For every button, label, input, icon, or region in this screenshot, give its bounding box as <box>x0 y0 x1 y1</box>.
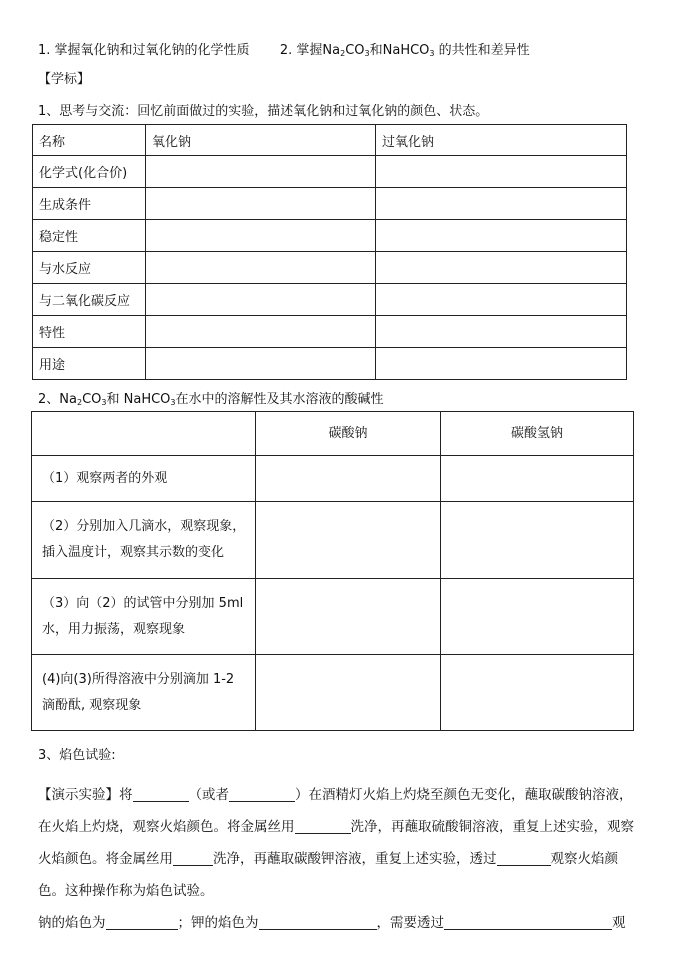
header-nahco3: 碳酸氢钠 <box>441 412 634 456</box>
answer-cell[interactable] <box>146 348 376 380</box>
row-label: 特性 <box>33 316 146 348</box>
fill-blank[interactable] <box>497 851 551 866</box>
answer-cell[interactable] <box>376 348 627 380</box>
table-row <box>33 348 627 380</box>
objective-2-text-b: 的共性和差异性 <box>438 43 530 58</box>
q3-line-5 <box>38 911 626 931</box>
answer-cell[interactable] <box>256 579 441 655</box>
answer-cell[interactable] <box>376 188 627 220</box>
step-label-line: （2）分别加入几滴水，观察现象， <box>42 519 246 534</box>
table-row <box>33 156 627 188</box>
header-name: 名称 <box>33 125 146 156</box>
fill-blank[interactable] <box>295 819 351 834</box>
answer-cell[interactable] <box>146 284 376 316</box>
header-na2o2: 过氧化钠 <box>376 125 627 156</box>
fill-blank[interactable] <box>444 915 612 930</box>
objective-1-number: 1. <box>38 43 51 58</box>
answer-cell[interactable] <box>256 655 441 731</box>
row-label: 稳定性 <box>33 220 146 252</box>
answer-cell[interactable] <box>376 156 627 188</box>
table-row <box>33 220 627 252</box>
formula-na2co3: $Na_2CO_3$ <box>322 43 370 58</box>
row-label: 与水反应 <box>33 252 146 284</box>
q3-line-1 <box>38 783 633 803</box>
table-header-row <box>32 412 634 456</box>
table-row <box>33 316 627 348</box>
q3-text: 钠的焰色为 <box>38 915 106 931</box>
q3-text: 观 <box>612 915 626 931</box>
q3-text: 将 <box>119 787 133 803</box>
answer-cell[interactable] <box>146 252 376 284</box>
demo-tag: 【演示实验】 <box>38 787 119 803</box>
row-label: 用途 <box>33 348 146 380</box>
q3-text: 色。这种操作称为焰色试验。 <box>38 883 214 899</box>
step-label-line: 插入温度计，观察其示数的变化 <box>42 545 225 560</box>
step-label-line: 水，用力振荡，观察现象 <box>42 621 186 637</box>
q2-suffix: 在水中的溶解性及其水溶液的酸碱性 <box>175 392 384 407</box>
objectives-line <box>38 39 530 58</box>
q3-line-4 <box>38 879 214 899</box>
step-label <box>32 579 256 655</box>
step-label <box>32 456 256 502</box>
formula-na2co3: $Na_2CO_3$ <box>59 392 107 407</box>
header-blank <box>32 412 256 456</box>
table-row <box>32 579 634 655</box>
answer-cell[interactable] <box>376 284 627 316</box>
table-row <box>32 502 634 579</box>
q2-prefix: 2、 <box>38 392 60 407</box>
row-label: 化学式(化合价) <box>33 156 146 188</box>
answer-cell[interactable] <box>441 502 634 579</box>
q3-text: 观察火焰颜 <box>550 851 618 867</box>
step-label <box>32 655 256 731</box>
answer-cell[interactable] <box>376 252 627 284</box>
row-label: 与二氧化碳反应 <box>33 284 146 316</box>
table-header-row <box>33 125 627 156</box>
answer-cell[interactable] <box>376 316 627 348</box>
row-label: 生成条件 <box>33 188 146 220</box>
step-label <box>32 502 256 579</box>
fill-blank[interactable] <box>173 851 213 866</box>
q3-line-3 <box>38 847 618 867</box>
q3-text: 在火焰上灼烧，观察火焰颜色。将金属丝用 <box>38 819 295 835</box>
answer-cell[interactable] <box>146 316 376 348</box>
header-na2o: 氧化钠 <box>146 125 376 156</box>
table-row <box>33 252 627 284</box>
q3-text: ）在酒精灯火焰上灼烧至颜色无变化，蘸取碳酸钠溶液， <box>295 787 633 803</box>
oxide-comparison-table <box>32 124 627 380</box>
q2-prompt <box>38 388 384 407</box>
section-label: 【学标】 <box>38 72 91 87</box>
q3-text: 洗净，再蘸取硫酸铜溶液，重复上述实验，观察 <box>350 819 634 835</box>
q3-text: ，需要透过 <box>376 915 444 931</box>
answer-cell[interactable] <box>256 502 441 579</box>
fill-blank[interactable] <box>259 915 377 930</box>
answer-cell[interactable] <box>441 579 634 655</box>
table-row <box>32 456 634 502</box>
q1-prompt: 1、思考与交流：回忆前面做过的实验，描述氧化钠和过氧化钠的颜色、状态。 <box>38 104 489 119</box>
objective-2-and: 和 <box>369 43 383 58</box>
q2-mid: 和 <box>106 392 120 407</box>
answer-cell[interactable] <box>146 188 376 220</box>
step-label-line: 滴酚酞, 观察现象 <box>42 697 142 713</box>
answer-cell[interactable] <box>376 220 627 252</box>
step-label-line: (4)向(3)所得溶液中分别滴加 1-2 <box>42 671 235 687</box>
header-na2co3: 碳酸钠 <box>256 412 441 456</box>
answer-cell[interactable] <box>146 156 376 188</box>
objective-2-number: 2. <box>279 43 293 58</box>
formula-nahco3: NaHCO$_3$ <box>382 43 435 58</box>
carbonate-comparison-table <box>31 411 634 731</box>
objective-1-text: 掌握氧化钠和过氧化钠的化学性质 <box>54 43 250 58</box>
fill-blank[interactable] <box>133 787 189 802</box>
answer-cell[interactable] <box>441 456 634 502</box>
q3-text: 火焰颜色。将金属丝用 <box>38 851 173 867</box>
table-row <box>33 188 627 220</box>
step-label-line: （1）观察两者的外观 <box>42 470 168 486</box>
step-label-line: （3）向（2）的试管中分别加 5ml <box>42 595 244 611</box>
q3-line-2 <box>38 815 634 835</box>
objective-2-text-a: 掌握 <box>296 43 323 58</box>
fill-blank[interactable] <box>229 787 295 802</box>
table-row <box>33 284 627 316</box>
answer-cell[interactable] <box>146 220 376 252</box>
q3-text: ；钾的焰色为 <box>177 915 259 931</box>
table-row <box>32 655 634 731</box>
formula-nahco3: NaHCO$_3$ <box>123 392 176 407</box>
fill-blank[interactable] <box>106 915 178 930</box>
q3-title: 3、焰色试验: <box>38 748 116 763</box>
answer-cell[interactable] <box>441 655 634 731</box>
q3-text: （或者 <box>188 787 229 803</box>
q3-text: 洗净，再蘸取碳酸钾溶液，重复上述实验，透过 <box>213 851 497 867</box>
answer-cell[interactable] <box>256 456 441 502</box>
